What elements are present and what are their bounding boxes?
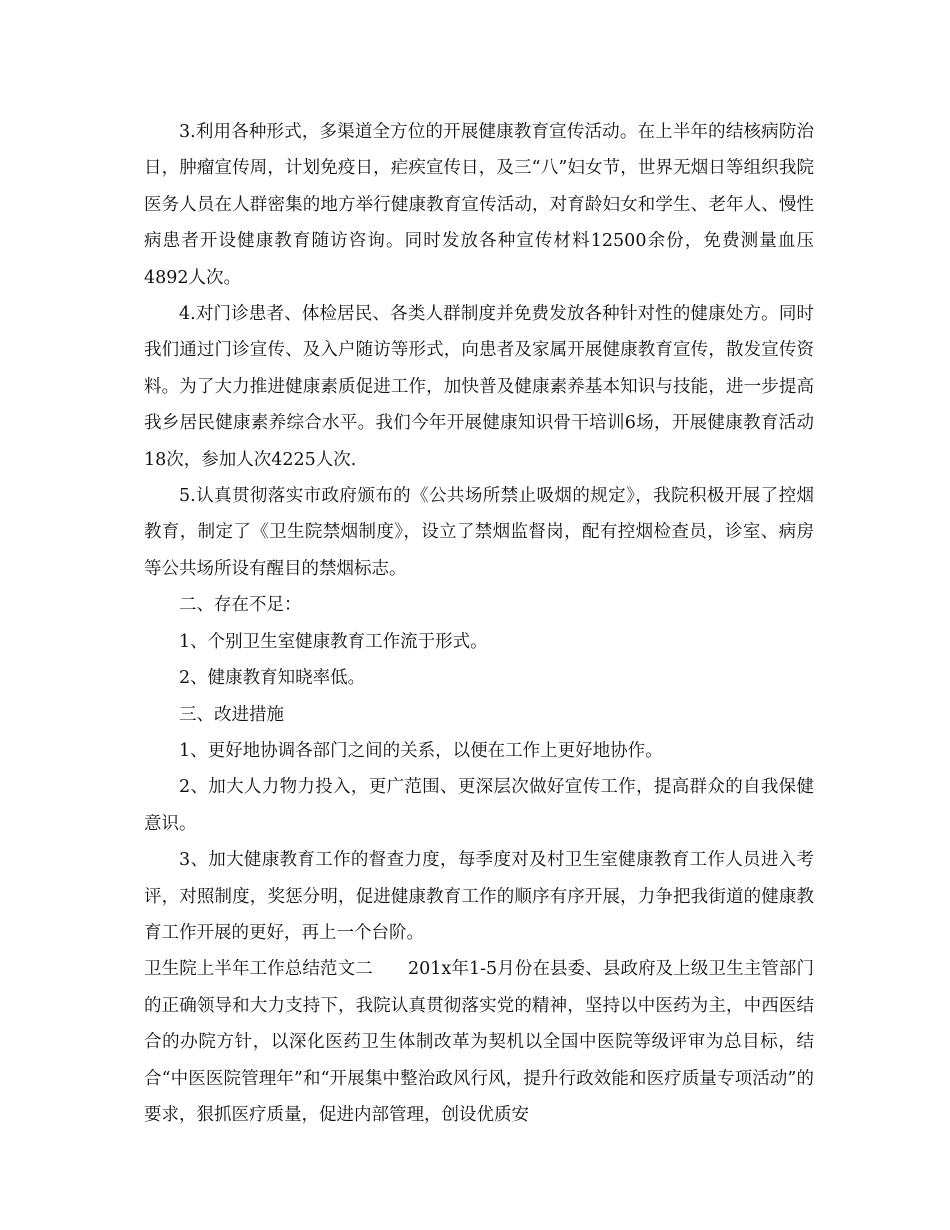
improvement-item-3: 3、加大健康教育工作的督查力度，每季度对及村卫生室健康教育工作人员进入考评，对照制度，奖惩分明，促进健康教育工作的顺序有序开展，力争把我街道的健康教育工作开展的更好，再上一个台阶。 xyxy=(144,850,814,943)
document-body xyxy=(144,114,814,1133)
section-heading-improvements: 三、改进措施 xyxy=(179,704,284,725)
paragraph-sample-two-intro: 卫生院上半年工作总结范文二 201x年1-5月份在县委、县政府及上级卫生主管部门的正确领导和大力支持下，我院认真贯彻落实党的精神，坚持以中医药为主，中西医结合的办院方针，以深化医药卫生体制改革为契机以全国中医院等级评审为总目标，结合“中医医院管理年”和“开展集中整治政风行风，提升行政效能和医疗质量专项活动”的要求，狠抓医疗质量，促进内部管理，创设优质安 xyxy=(144,959,814,1125)
section-heading-shortcomings: 二、存在不足： xyxy=(179,595,302,616)
paragraph-health-publicity-activities: 3.利用各种形式，多渠道全方位的开展健康教育宣传活动。在上半年的结核病防治日，肿瘤宣传周，计划免疫日，疟疾宣传日，及三“八”妇女节，世界无烟日等组织我院医务人员在人群密集的地方举行健康教育宣传活动，对育龄妇女和学生、老年人、慢性病患者开设健康教育随访咨询。同时发放各种宣传材料12500余份，免费测量血压4892人次。 xyxy=(144,122,814,288)
paragraph-smoking-control: 5.认真贯彻落实市政府颁布的《公共场所禁止吸烟的规定》，我院积极开展了控烟教育，制定了《卫生院禁烟制度》，设立了禁烟监督岗，配有控烟检查员，诊室、病房等公共场所设有醒目的禁烟标志。 xyxy=(144,486,814,579)
shortcoming-item-1: 1、个别卫生室健康教育工作流于形式。 xyxy=(179,631,488,652)
shortcoming-item-2: 2、健康教育知晓率低。 xyxy=(179,668,366,689)
paragraph-outpatient-health-prescriptions: 4.对门诊患者、体检居民、各类人群制度并免费发放各种针对性的健康处方。同时我们通过门诊宣传、及入户随访等形式，向患者及家属开展健康教育宣传，散发宣传资料。为了大力推进健康素质促进工作，加快普及健康素养基本知识与技能，进一步提高我乡居民健康素养综合水平。我们今年开展健康知识骨干培训6场，开展健康教育活动18次，参加人次4225人次. xyxy=(144,304,814,470)
improvement-item-2: 2、加大人力物力投入，更广范围、更深层次做好宣传工作，提高群众的自我保健意识。 xyxy=(144,777,814,834)
improvement-item-1: 1、更好地协调各部门之间的关系，以便在工作上更好地协作。 xyxy=(179,740,663,761)
